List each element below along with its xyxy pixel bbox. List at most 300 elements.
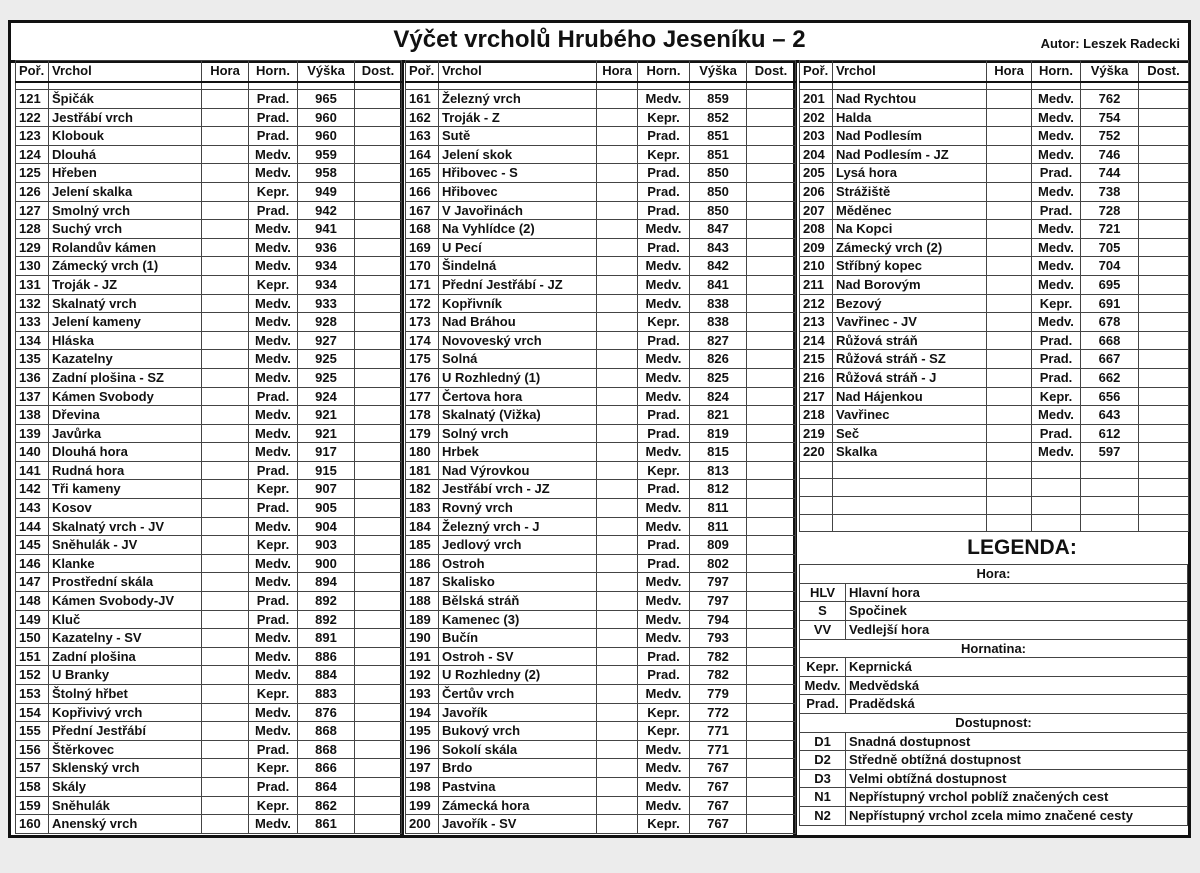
peak-number: 130 — [16, 257, 49, 276]
peak-hora — [597, 629, 638, 648]
table-row — [800, 127, 1189, 146]
peak-number: 148 — [16, 592, 49, 611]
table-row — [800, 182, 1189, 201]
peak-number: 212 — [800, 294, 833, 313]
peak-hora — [202, 536, 249, 555]
peak-name: Špičák — [49, 90, 202, 109]
peak-hora — [202, 629, 249, 648]
peak-height: 771 — [690, 722, 747, 741]
table-row — [16, 480, 402, 499]
peak-hornatina: Kepr. — [1032, 294, 1081, 313]
peak-height: 958 — [298, 164, 355, 183]
legend-key: N1 — [800, 788, 846, 807]
empty-cell — [1139, 461, 1189, 479]
peak-number: 172 — [406, 294, 439, 313]
table-row — [16, 722, 402, 741]
peak-height: 928 — [298, 313, 355, 332]
peak-height: 815 — [690, 443, 747, 462]
peak-height: 678 — [1081, 313, 1139, 332]
peaks-table-2 — [405, 60, 795, 834]
peak-dostupnost — [1139, 275, 1189, 294]
peak-number: 179 — [406, 424, 439, 443]
table-row — [406, 387, 796, 406]
peak-name: Lysá hora — [833, 164, 987, 183]
peak-number: 188 — [406, 592, 439, 611]
peak-name: Zadní plošina - SZ — [49, 368, 202, 387]
table-row — [800, 497, 1189, 515]
peak-name: Přední Jestřábí — [49, 722, 202, 741]
peak-hora — [987, 145, 1032, 164]
peak-number: 206 — [800, 182, 833, 201]
legend-body — [800, 532, 1188, 825]
peak-name: Bukový vrch — [439, 722, 597, 741]
peak-hora — [202, 685, 249, 704]
peak-height: 959 — [298, 145, 355, 164]
header-hora: Hora — [987, 61, 1032, 82]
peak-hornatina: Medv. — [1032, 108, 1081, 127]
peak-hora — [202, 275, 249, 294]
peak-hornatina: Medv. — [249, 331, 298, 350]
peak-number: 182 — [406, 480, 439, 499]
peak-hora — [597, 313, 638, 332]
peak-hora — [202, 499, 249, 518]
peak-number: 145 — [16, 536, 49, 555]
peak-name: Sklenský vrch — [49, 759, 202, 778]
peak-hora — [987, 350, 1032, 369]
table-row — [16, 238, 402, 257]
peak-name: Kosov — [49, 499, 202, 518]
peak-dostupnost — [1139, 201, 1189, 220]
peaks-table-body — [800, 82, 1189, 532]
peak-number: 129 — [16, 238, 49, 257]
empty-cell — [833, 479, 987, 497]
peak-height: 925 — [298, 368, 355, 387]
peak-height: 811 — [690, 517, 747, 536]
empty-cell — [987, 497, 1032, 515]
peak-hornatina: Medv. — [1032, 127, 1081, 146]
peak-hornatina: Prad. — [249, 387, 298, 406]
peak-dostupnost — [747, 201, 796, 220]
peak-height: 925 — [298, 350, 355, 369]
peak-dostupnost — [747, 108, 796, 127]
peak-hornatina: Medv. — [638, 777, 690, 796]
peak-hora — [597, 182, 638, 201]
peak-name: Kamenec (3) — [439, 610, 597, 629]
peak-number: 203 — [800, 127, 833, 146]
peak-name: Brdo — [439, 759, 597, 778]
peak-height: 903 — [298, 536, 355, 555]
peak-number: 220 — [800, 443, 833, 462]
table-row — [406, 313, 796, 332]
peak-hornatina: Medv. — [249, 257, 298, 276]
header-por: Poř. — [800, 61, 833, 82]
peak-name: Měděnec — [833, 201, 987, 220]
peak-hora — [202, 722, 249, 741]
peak-name: Klanke — [49, 554, 202, 573]
peak-height: 934 — [298, 257, 355, 276]
legend-key: HLV — [800, 583, 846, 602]
peak-hora — [597, 536, 638, 555]
peak-name: Sněhulák - JV — [49, 536, 202, 555]
peak-number: 190 — [406, 629, 439, 648]
peak-height: 921 — [298, 406, 355, 425]
peak-number: 194 — [406, 703, 439, 722]
peak-dostupnost — [747, 127, 796, 146]
table-row — [800, 514, 1189, 532]
peak-hornatina: Prad. — [638, 647, 690, 666]
peak-number: 193 — [406, 685, 439, 704]
peak-hornatina: Medv. — [249, 629, 298, 648]
peak-hornatina: Prad. — [249, 777, 298, 796]
empty-cell — [833, 514, 987, 532]
header-horn: Horn. — [1032, 61, 1081, 82]
peak-name: Javořík — [439, 703, 597, 722]
legend-key: D3 — [800, 769, 846, 788]
table-row — [406, 629, 796, 648]
peak-number: 128 — [16, 220, 49, 239]
legend-item — [800, 695, 1188, 714]
table-row — [800, 90, 1189, 109]
peak-dostupnost — [355, 201, 402, 220]
peak-number: 158 — [16, 777, 49, 796]
document-sheet — [8, 20, 1191, 838]
empty-cell — [1032, 82, 1081, 90]
peak-dostupnost — [355, 145, 402, 164]
peak-hornatina: Prad. — [249, 108, 298, 127]
peak-height: 704 — [1081, 257, 1139, 276]
peak-dostupnost — [355, 294, 402, 313]
peak-name: Hláska — [49, 331, 202, 350]
peak-dostupnost — [1139, 257, 1189, 276]
peak-hora — [597, 554, 638, 573]
peak-number: 127 — [16, 201, 49, 220]
peak-number: 211 — [800, 275, 833, 294]
peak-hora — [202, 145, 249, 164]
peaks-table-3 — [799, 60, 1188, 826]
peak-dostupnost — [355, 406, 402, 425]
peak-height: 824 — [690, 387, 747, 406]
peak-height: 847 — [690, 220, 747, 239]
legend-value: Snadná dostupnost — [846, 732, 1188, 751]
peak-hora — [202, 294, 249, 313]
legend-value: Nepřístupný vrchol poblíž značených cest — [846, 788, 1188, 807]
peak-number: 138 — [16, 406, 49, 425]
peak-number: 183 — [406, 499, 439, 518]
peak-height: 936 — [298, 238, 355, 257]
peak-name: Dřevina — [49, 406, 202, 425]
peak-hornatina: Prad. — [638, 238, 690, 257]
peak-hornatina: Kepr. — [638, 108, 690, 127]
empty-cell — [987, 479, 1032, 497]
peak-height: 752 — [1081, 127, 1139, 146]
peak-number: 139 — [16, 424, 49, 443]
peak-height: 691 — [1081, 294, 1139, 313]
peak-hornatina: Prad. — [638, 201, 690, 220]
peak-dostupnost — [355, 368, 402, 387]
peak-hora — [202, 815, 249, 834]
peak-hornatina: Medv. — [638, 275, 690, 294]
peak-hora — [987, 387, 1032, 406]
peak-hornatina: Kepr. — [249, 759, 298, 778]
peak-height: 825 — [690, 368, 747, 387]
empty-cell — [987, 514, 1032, 532]
peak-number: 136 — [16, 368, 49, 387]
peak-hornatina: Prad. — [249, 90, 298, 109]
peak-dostupnost — [355, 554, 402, 573]
peak-name: Nad Rychtou — [833, 90, 987, 109]
peak-hornatina: Medv. — [1032, 257, 1081, 276]
peak-dostupnost — [355, 573, 402, 592]
peak-dostupnost — [747, 703, 796, 722]
peak-dostupnost — [747, 647, 796, 666]
peak-name: Růžová stráň - SZ — [833, 350, 987, 369]
legend-value: Spočinek — [846, 602, 1188, 621]
header-por: Poř. — [16, 61, 49, 82]
peak-hora — [202, 647, 249, 666]
table-row — [406, 554, 796, 573]
peak-height: 695 — [1081, 275, 1139, 294]
peak-height: 772 — [690, 703, 747, 722]
peak-dostupnost — [355, 313, 402, 332]
header-vyska: Výška — [1081, 61, 1139, 82]
legend-item — [800, 732, 1188, 751]
peak-dostupnost — [1139, 313, 1189, 332]
peak-dostupnost — [355, 257, 402, 276]
peak-hornatina: Prad. — [1032, 368, 1081, 387]
peak-dostupnost — [747, 592, 796, 611]
peak-name: Skalisko — [439, 573, 597, 592]
peak-hora — [597, 703, 638, 722]
empty-cell — [833, 497, 987, 515]
peak-dostupnost — [747, 313, 796, 332]
peak-number: 189 — [406, 610, 439, 629]
peak-name: Nad Podlesím - JZ — [833, 145, 987, 164]
peak-height: 821 — [690, 406, 747, 425]
peak-hora — [202, 164, 249, 183]
table-header-row — [800, 61, 1189, 82]
peak-dostupnost — [355, 722, 402, 741]
peak-number: 185 — [406, 536, 439, 555]
peak-hora — [202, 406, 249, 425]
peak-name: Jelení skok — [439, 145, 597, 164]
peak-number: 142 — [16, 480, 49, 499]
peak-hora — [202, 796, 249, 815]
peak-hornatina: Medv. — [638, 796, 690, 815]
peak-dostupnost — [747, 387, 796, 406]
peak-hornatina: Medv. — [1032, 313, 1081, 332]
peak-name: Kámen Svobody-JV — [49, 592, 202, 611]
peak-dostupnost — [355, 480, 402, 499]
peak-hora — [987, 220, 1032, 239]
peak-hora — [202, 127, 249, 146]
peak-hornatina: Medv. — [638, 685, 690, 704]
peak-number: 121 — [16, 90, 49, 109]
table-row — [800, 220, 1189, 239]
peak-hornatina: Prad. — [638, 164, 690, 183]
peak-dostupnost — [355, 443, 402, 462]
peak-number: 140 — [16, 443, 49, 462]
table-row — [406, 517, 796, 536]
peak-height: 949 — [298, 182, 355, 201]
peak-height: 738 — [1081, 182, 1139, 201]
table-row — [16, 368, 402, 387]
table-row — [16, 536, 402, 555]
peak-hora — [597, 610, 638, 629]
peak-hornatina: Prad. — [1032, 331, 1081, 350]
peak-dostupnost — [355, 777, 402, 796]
peak-name: Suchý vrch — [49, 220, 202, 239]
peak-name: Pastvina — [439, 777, 597, 796]
peak-hornatina: Medv. — [249, 573, 298, 592]
peak-dostupnost — [355, 740, 402, 759]
peak-height: 859 — [690, 90, 747, 109]
empty-cell — [1032, 497, 1081, 515]
peak-name: Kopřivivý vrch — [49, 703, 202, 722]
peak-height: 811 — [690, 499, 747, 518]
peak-name: Prostřední skála — [49, 573, 202, 592]
peak-number: 152 — [16, 666, 49, 685]
empty-cell — [690, 82, 747, 90]
peak-number: 209 — [800, 238, 833, 257]
table-row — [16, 275, 402, 294]
table-row — [406, 666, 796, 685]
peak-height: 767 — [690, 815, 747, 834]
table-row — [406, 238, 796, 257]
peak-number: 123 — [16, 127, 49, 146]
table-row — [16, 647, 402, 666]
peak-name: Skály — [49, 777, 202, 796]
peak-name: Železný vrch — [439, 90, 597, 109]
peak-hornatina: Prad. — [249, 610, 298, 629]
peak-height: 868 — [298, 740, 355, 759]
peak-hora — [987, 406, 1032, 425]
table-row — [406, 368, 796, 387]
peak-number: 169 — [406, 238, 439, 257]
table-row — [406, 108, 796, 127]
peak-hornatina: Medv. — [638, 257, 690, 276]
table-row — [406, 740, 796, 759]
peak-number: 176 — [406, 368, 439, 387]
peak-name: Kámen Svobody — [49, 387, 202, 406]
peak-dostupnost — [355, 703, 402, 722]
peak-dostupnost — [747, 759, 796, 778]
empty-cell — [800, 514, 833, 532]
empty-cell — [597, 82, 638, 90]
table-row — [406, 759, 796, 778]
peak-hora — [597, 722, 638, 741]
table-row — [406, 201, 796, 220]
empty-cell — [16, 82, 49, 90]
peak-hora — [597, 145, 638, 164]
peak-height: 767 — [690, 796, 747, 815]
peak-dostupnost — [355, 536, 402, 555]
table-row — [16, 796, 402, 815]
peak-number: 187 — [406, 573, 439, 592]
peak-dostupnost — [747, 331, 796, 350]
peak-number: 147 — [16, 573, 49, 592]
peak-height: 894 — [298, 573, 355, 592]
peak-dostupnost — [747, 182, 796, 201]
peak-hornatina: Medv. — [638, 740, 690, 759]
peak-name: Sokolí skála — [439, 740, 597, 759]
table-row — [800, 350, 1189, 369]
peak-hora — [202, 573, 249, 592]
peak-hora — [202, 108, 249, 127]
peak-height: 933 — [298, 294, 355, 313]
peak-dostupnost — [355, 647, 402, 666]
legend-item — [800, 788, 1188, 807]
peak-number: 201 — [800, 90, 833, 109]
table-row — [16, 127, 402, 146]
peak-name: Hřibovec — [439, 182, 597, 201]
peak-height: 802 — [690, 554, 747, 573]
peak-name: Kluč — [49, 610, 202, 629]
peak-number: 133 — [16, 313, 49, 332]
peaks-table-body — [16, 82, 402, 834]
peak-hornatina: Medv. — [638, 499, 690, 518]
peak-hora — [597, 480, 638, 499]
peak-hora — [202, 387, 249, 406]
header-horn: Horn. — [249, 61, 298, 82]
peak-dostupnost — [1139, 108, 1189, 127]
peak-name: Kazatelny — [49, 350, 202, 369]
peak-height: 915 — [298, 461, 355, 480]
table-row — [800, 406, 1189, 425]
peak-dostupnost — [747, 164, 796, 183]
peak-name: Jestřábí vrch - JZ — [439, 480, 597, 499]
peak-dostupnost — [747, 536, 796, 555]
peak-hora — [597, 294, 638, 313]
table-row — [16, 666, 402, 685]
peak-height: 746 — [1081, 145, 1139, 164]
peak-dostupnost — [747, 740, 796, 759]
peak-hora — [987, 313, 1032, 332]
table-row — [406, 685, 796, 704]
table-row — [800, 201, 1189, 220]
peak-height: 744 — [1081, 164, 1139, 183]
peak-name: Strážiště — [833, 182, 987, 201]
peak-dostupnost — [1139, 387, 1189, 406]
peak-name: Na Kopci — [833, 220, 987, 239]
peak-dostupnost — [355, 90, 402, 109]
peak-height: 779 — [690, 685, 747, 704]
peak-hornatina: Medv. — [249, 424, 298, 443]
peak-dostupnost — [355, 164, 402, 183]
peak-dostupnost — [747, 796, 796, 815]
peak-hornatina: Prad. — [638, 424, 690, 443]
peak-height: 851 — [690, 127, 747, 146]
peak-dostupnost — [747, 257, 796, 276]
legend-hora-title: Hora: — [800, 565, 1188, 584]
peak-name: Bělská stráň — [439, 592, 597, 611]
peak-name: Skalnatý (Vižka) — [439, 406, 597, 425]
header-hora: Hora — [202, 61, 249, 82]
peak-hora — [987, 294, 1032, 313]
peak-hora — [202, 443, 249, 462]
peak-name: Sutě — [439, 127, 597, 146]
peak-hornatina: Medv. — [638, 629, 690, 648]
peak-name: Halda — [833, 108, 987, 127]
peak-hornatina: Medv. — [249, 554, 298, 573]
table-row — [800, 275, 1189, 294]
peak-dostupnost — [1139, 350, 1189, 369]
peak-height: 924 — [298, 387, 355, 406]
peak-name: Nad Borovým — [833, 275, 987, 294]
peak-height: 886 — [298, 647, 355, 666]
peak-hora — [202, 182, 249, 201]
empty-cell — [800, 497, 833, 515]
legend-dostupnost-title-row — [800, 714, 1188, 733]
